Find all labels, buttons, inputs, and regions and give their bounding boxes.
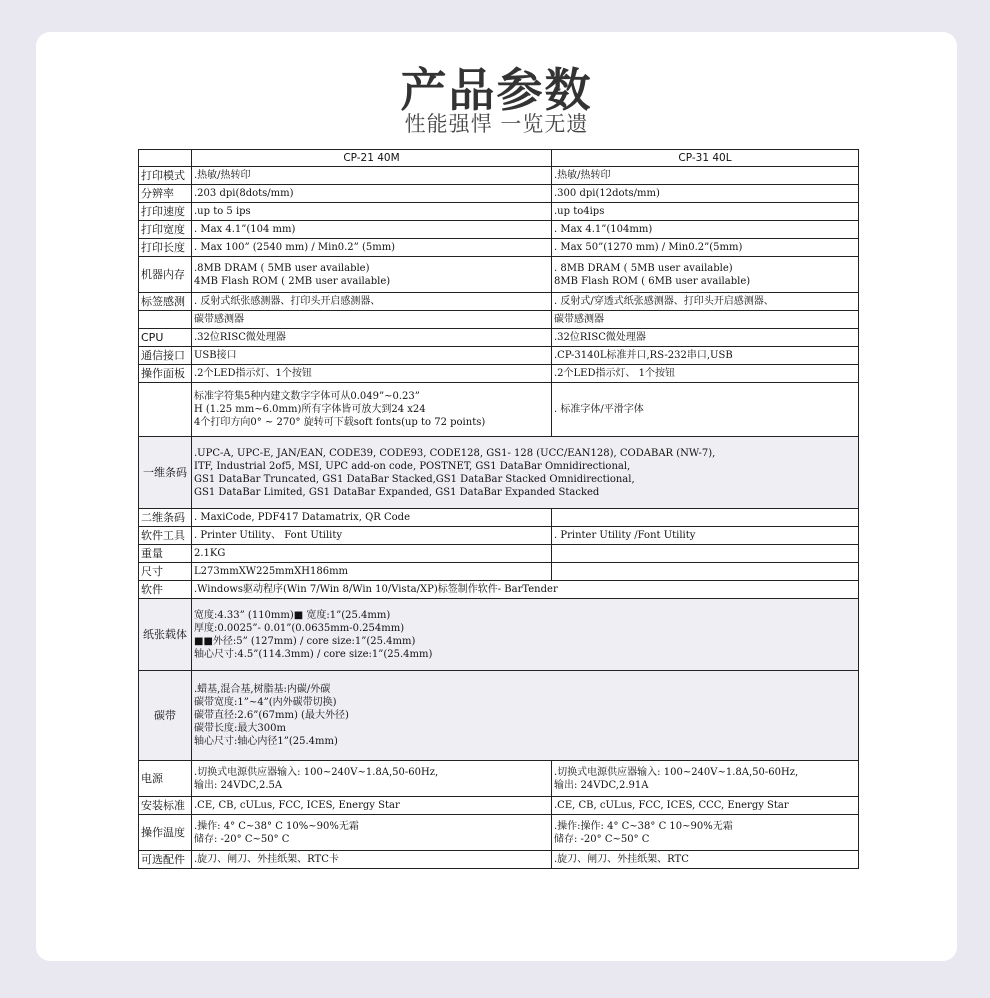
table-row	[139, 329, 859, 347]
spec-value-line: .旋刀、闸刀、外挂纸架、RTC卡	[194, 854, 339, 865]
table-row	[139, 257, 859, 293]
spec-value-line: .切换式电源供应器输入: 100~240V~1.8A,50-60Hz,	[194, 766, 439, 778]
spec-value-cp21	[192, 167, 552, 185]
spec-value-line: .旋刀、闸刀、外挂纸架、RTC	[554, 854, 689, 865]
spec-value-line: . Max 4.1”(104 mm)	[194, 224, 296, 235]
spec-value-cp21	[192, 239, 552, 257]
spec-label: 纸张载体	[139, 599, 192, 671]
spec-label: 打印长度	[139, 239, 192, 257]
spec-label: 可选配件	[139, 851, 192, 869]
spec-value-line: H (1.25 mm~6.0mm)所有字体皆可放大到24 x24	[194, 404, 426, 415]
spec-value-cp31	[552, 239, 859, 257]
spec-value-cp21	[192, 527, 552, 545]
spec-value-line: .up to4ips	[554, 206, 605, 217]
spec-label: 打印宽度	[139, 221, 192, 239]
table-row	[139, 239, 859, 257]
header-model-cp31: CP-31 40L	[552, 150, 859, 167]
spec-label: 操作温度	[139, 815, 192, 851]
table-row	[139, 167, 859, 185]
spec-value-line: . 反射式纸张感测器、打印头开启感测器、	[194, 296, 381, 307]
spec-value-line: 碳带宽度:1”~4”(内外碳带切换)	[194, 697, 337, 708]
spec-value-line: USB接口	[194, 350, 237, 361]
spec-value-line: .热敏/热转印	[554, 170, 611, 181]
spec-value-cp31	[552, 545, 859, 563]
spec-value-cp31	[552, 563, 859, 581]
spec-value-line: .up to 5 ips	[194, 206, 251, 217]
spec-value-line: .Windows驱动程序(Win 7/Win 8/Win 10/Vista/XP)标签制作软件- BarTender	[194, 584, 558, 595]
page-subtitle: 性能强悍 一览无遗	[404, 112, 589, 136]
spec-value-line: .2个LED指示灯、1个按钮	[194, 368, 312, 379]
table-row	[139, 527, 859, 545]
spec-value-line: .203 dpi(8dots/mm)	[194, 188, 294, 199]
spec-value-line: .热敏/热转印	[194, 170, 251, 181]
spec-value-line: ITF, Industrial 2of5, MSI, UPC add-on code, POSTNET, GS1 DataBar Omnidirectional,	[194, 460, 631, 472]
spec-value-cp31	[552, 311, 859, 329]
spec-label: 一维条码	[139, 437, 192, 509]
spec-label	[139, 383, 192, 437]
spec-value-cp21	[192, 797, 552, 815]
table-row	[139, 311, 859, 329]
spec-value-line: .CP-3140L标准并口,RS-232串口,USB	[554, 350, 733, 361]
table-row	[139, 545, 859, 563]
spec-value-line: .32位RISC微处理器	[554, 332, 646, 343]
table-row	[139, 203, 859, 221]
spec-value-line: . Max 100” (2540 mm) / Min0.2” (5mm)	[194, 242, 396, 253]
spec-label: 操作面板	[139, 365, 192, 383]
spec-value-line: .操作:操作: 4° C~38° C 10~90%无霜	[554, 820, 733, 832]
spec-label: 分辨率	[139, 185, 192, 203]
spec-value-line: . MaxiCode, PDF417 Datamatrix, QR Code	[194, 512, 410, 523]
spec-value-cp21	[192, 437, 859, 509]
spec-value-cp21	[192, 185, 552, 203]
table-row	[139, 797, 859, 815]
spec-value-cp21	[192, 581, 859, 599]
spec-value-cp31	[552, 293, 859, 311]
spec-value-cp31	[552, 257, 859, 293]
content-card	[36, 32, 957, 961]
spec-label: 尺寸	[139, 563, 192, 581]
spec-value-line: . Max 4.1”(104mm)	[554, 224, 653, 235]
table-row	[139, 347, 859, 365]
header-model-cp21: CP-21 40M	[192, 150, 552, 167]
spec-value-cp21	[192, 563, 552, 581]
spec-value-cp31	[552, 329, 859, 347]
spec-value-cp21	[192, 257, 552, 293]
spec-value-line: 碳带长度:最大300m	[194, 723, 286, 734]
spec-value-line: .300 dpi(12dots/mm)	[554, 188, 660, 199]
table-row	[139, 185, 859, 203]
spec-label: 打印速度	[139, 203, 192, 221]
spec-value-line: .UPC-A, UPC-E, JAN/EAN, CODE39, CODE93, CODE128, GS1- 128 (UCC/EAN128), CODABAR (NW-7),	[194, 447, 716, 459]
spec-table-body	[139, 167, 859, 869]
spec-value-cp21	[192, 329, 552, 347]
spec-label: 标签感测	[139, 293, 192, 311]
spec-value-cp31	[552, 851, 859, 869]
spec-value-line: .2个LED指示灯、 1个按钮	[554, 368, 676, 379]
page-title: 产品参数	[400, 63, 593, 117]
spec-value-cp21	[192, 221, 552, 239]
spec-value-cp31	[552, 185, 859, 203]
spec-value-cp21	[192, 365, 552, 383]
table-row	[139, 851, 859, 869]
spec-value-line: .32位RISC微处理器	[194, 332, 286, 343]
spec-value-line: .切换式电源供应器输入: 100~240V~1.8A,50-60Hz,	[554, 766, 799, 778]
spec-value-line: L273mmXW225mmXH186mm	[194, 566, 349, 577]
spec-value-line: .CE, CB, cULus, FCC, ICES, Energy Star	[194, 800, 400, 811]
spec-value-cp21	[192, 383, 552, 437]
spec-value-line: . Printer Utility /Font Utility	[554, 530, 696, 541]
spec-value-line: .8MB DRAM ( 5MB user available)	[194, 262, 370, 274]
spec-value-cp21	[192, 311, 552, 329]
spec-value-cp21	[192, 293, 552, 311]
spec-value-line: .CE, CB, cULus, FCC, ICES, CCC, Energy Star	[554, 800, 789, 811]
spec-value-cp21	[192, 545, 552, 563]
spec-value-line: 输出: 24VDC,2.91A	[554, 779, 649, 791]
spec-value-cp31	[552, 347, 859, 365]
spec-value-cp21	[192, 671, 859, 761]
spec-label: 电源	[139, 761, 192, 797]
spec-value-line: . 标准字体/平滑字体	[554, 404, 644, 415]
spec-value-cp21	[192, 815, 552, 851]
table-row	[139, 509, 859, 527]
spec-value-line: 储存: -20° C~50° C	[554, 833, 650, 845]
table-row	[139, 221, 859, 239]
table-row	[139, 815, 859, 851]
spec-value-cp31	[552, 167, 859, 185]
spec-table	[138, 149, 859, 869]
spec-value-cp21	[192, 509, 552, 527]
spec-label: 软件工具	[139, 527, 192, 545]
spec-value-cp21	[192, 203, 552, 221]
spec-label: 通信接口	[139, 347, 192, 365]
spec-label: 打印模式	[139, 167, 192, 185]
spec-value-line: . Printer Utility、 Font Utility	[194, 530, 343, 541]
spec-value-line: 8MB Flash ROM ( 6MB user available)	[554, 275, 751, 287]
table-row	[139, 437, 859, 509]
spec-value-cp31	[552, 527, 859, 545]
spec-label: CPU	[139, 329, 192, 347]
table-row	[139, 671, 859, 761]
table-row	[139, 581, 859, 599]
spec-value-line: 储存: -20° C~50° C	[194, 833, 290, 845]
spec-value-cp31	[552, 203, 859, 221]
spec-label: 碳带	[139, 671, 192, 761]
spec-label: 安装标准	[139, 797, 192, 815]
spec-value-cp31	[552, 509, 859, 527]
spec-value-line: 4MB Flash ROM ( 2MB user available)	[194, 275, 391, 287]
spec-value-line: 4个打印方向0° ~ 270° 旋转可下载soft fonts(up to 72 points)	[194, 417, 486, 428]
spec-table-header	[139, 150, 859, 167]
spec-value-line: 轴心尺寸:4.5”(114.3mm) / core size:1”(25.4mm)	[194, 648, 433, 660]
spec-value-line: . Max 50”(1270 mm) / Min0.2”(5mm)	[554, 242, 743, 253]
spec-value-line: 标准字符集5种内建文数字字体可从0.049”~0.23”	[194, 391, 420, 402]
spec-label	[139, 311, 192, 329]
spec-value-cp31	[552, 383, 859, 437]
spec-value-cp31	[552, 761, 859, 797]
table-row	[139, 563, 859, 581]
spec-value-line: .操作: 4° C~38° C 10%~90%无霜	[194, 820, 359, 832]
spec-label: 重量	[139, 545, 192, 563]
spec-value-cp21	[192, 599, 859, 671]
spec-value-line: GS1 DataBar Truncated, GS1 DataBar Stacked,GS1 DataBar Stacked Omnidirectional,	[194, 473, 635, 485]
spec-value-cp21	[192, 761, 552, 797]
spec-value-line: .蜡基,混合基,树脂基:内碳/外碳	[194, 684, 331, 695]
spec-label: 机器内存	[139, 257, 192, 293]
table-row	[139, 599, 859, 671]
table-row	[139, 293, 859, 311]
spec-value-cp31	[552, 797, 859, 815]
spec-value-cp31	[552, 365, 859, 383]
spec-value-line: 碳带直径:2.6”(67mm) (最大外径)	[194, 710, 349, 721]
spec-value-line: 轴心尺寸:轴心内径1”(25.4mm)	[194, 736, 338, 747]
spec-value-cp21	[192, 347, 552, 365]
spec-value-line: 碳带感测器	[554, 314, 604, 325]
spec-value-line: GS1 DataBar Limited, GS1 DataBar Expanded, GS1 DataBar Expanded Stacked	[194, 486, 600, 498]
spec-value-line: ■■外径:5” (127mm) / core size:1”(25.4mm)	[194, 635, 416, 647]
spec-value-cp31	[552, 815, 859, 851]
table-row	[139, 761, 859, 797]
spec-value-cp21	[192, 851, 552, 869]
table-row	[139, 383, 859, 437]
spec-value-line: 厚度:0.0025”- 0.01”(0.0635mm-0.254mm)	[194, 622, 405, 634]
spec-value-line: . 8MB DRAM ( 5MB user available)	[554, 262, 733, 274]
spec-value-line: 2.1KG	[194, 548, 226, 559]
spec-label: 软件	[139, 581, 192, 599]
spec-label: 二维条码	[139, 509, 192, 527]
spec-value-line: 输出: 24VDC,2.5A	[194, 779, 283, 791]
spec-value-line: . 反射式/穿透式纸张感测器、打印头开启感测器、	[554, 296, 774, 307]
spec-value-line: 碳带感测器	[194, 314, 244, 325]
spec-value-line: 宽度:4.33” (110mm)■ 宽度:1”(25.4mm)	[194, 609, 391, 621]
spec-value-cp31	[552, 221, 859, 239]
header-label-cell	[139, 150, 192, 167]
table-row	[139, 365, 859, 383]
